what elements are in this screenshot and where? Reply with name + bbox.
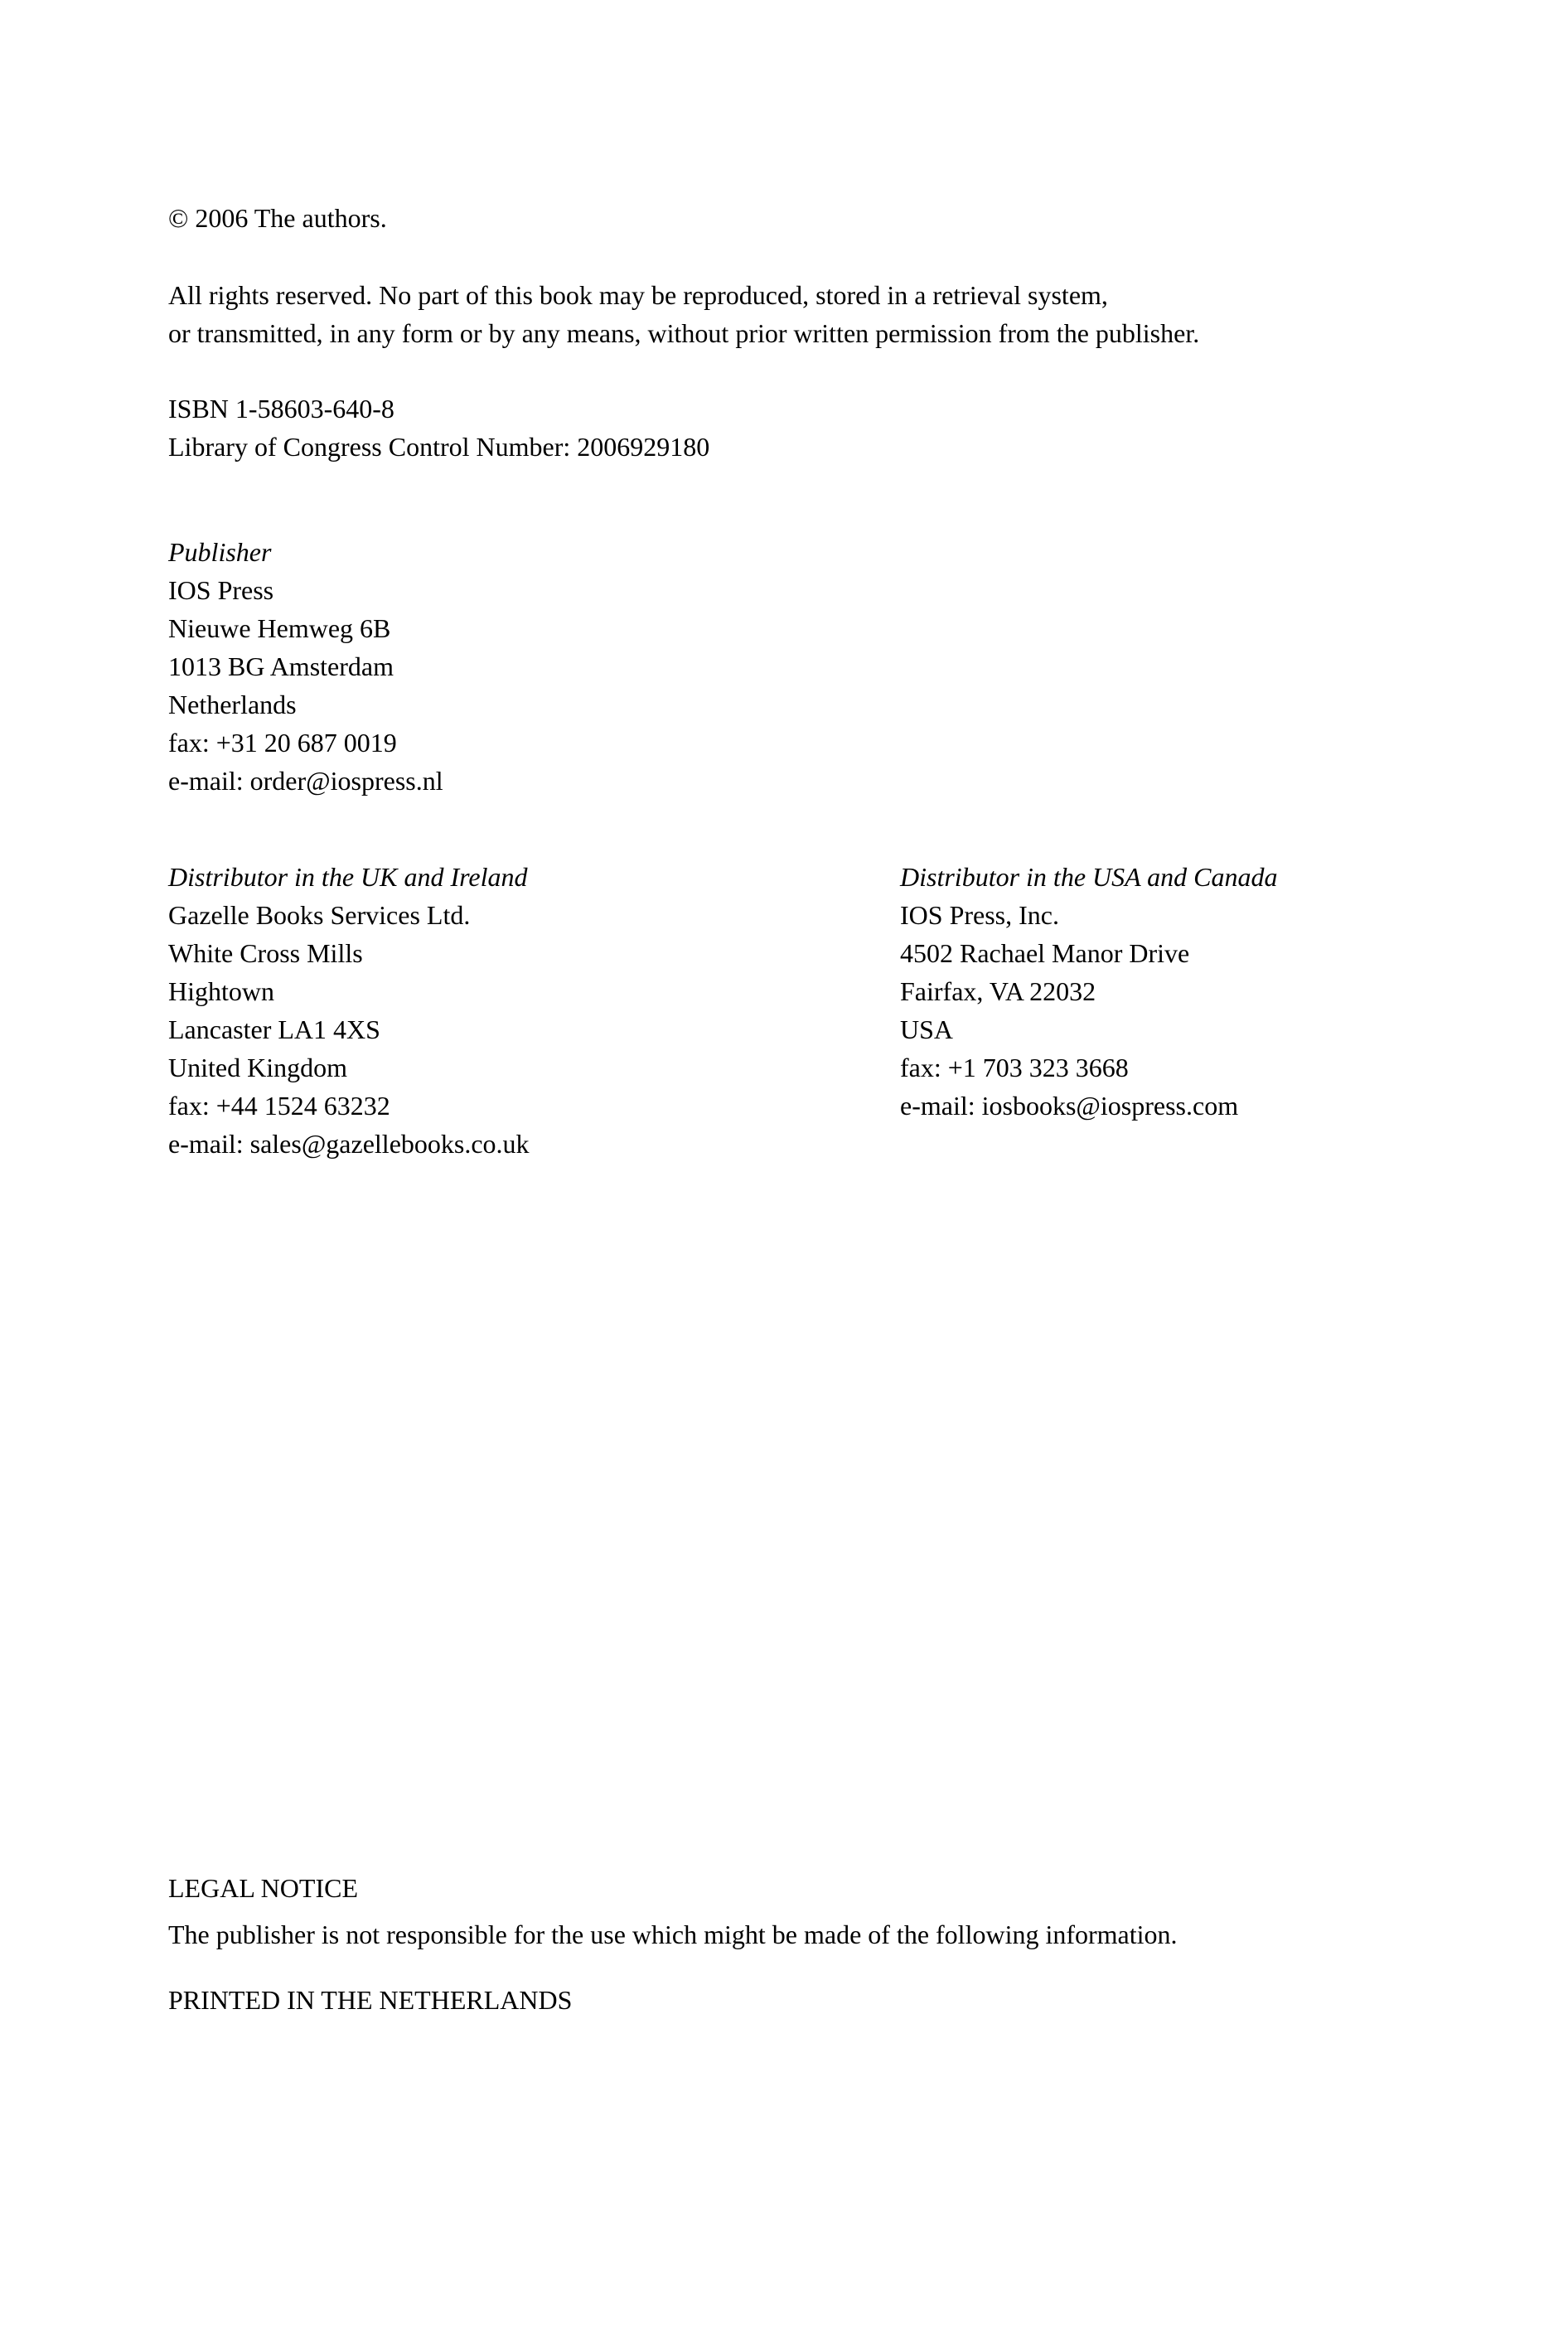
distributor-usa-line: 4502 Rachael Manor Drive [900, 938, 1190, 968]
publisher-address [168, 533, 443, 800]
distributor-uk-line: Gazelle Books Services Ltd. [168, 900, 471, 930]
publisher-fax: fax: +31 20 687 0019 [168, 728, 397, 758]
isbn-info [168, 390, 709, 466]
copyright-line: © 2006 The authors. [168, 203, 387, 233]
publisher-heading: Publisher [168, 537, 272, 567]
distributor-usa-line: USA [900, 1014, 954, 1044]
distributor-usa-address [900, 858, 1277, 1125]
distributor-usa-heading: Distributor in the USA and Canada [900, 862, 1278, 892]
distributor-uk-fax: fax: +44 1524 63232 [168, 1091, 390, 1121]
rights-statement [168, 276, 1199, 352]
distributor-usa-line: IOS Press, Inc. [900, 900, 1059, 930]
publisher-line: 1013 BG Amsterdam [168, 651, 394, 681]
distributor-usa-line: Fairfax, VA 22032 [900, 976, 1096, 1006]
distributor-usa-email: e-mail: iosbooks@iospress.com [900, 1091, 1239, 1121]
isbn-line: ISBN 1-58603-640-8 [168, 394, 394, 424]
distributor-uk-heading: Distributor in the UK and Ireland [168, 862, 528, 892]
printed-in-line: PRINTED IN THE NETHERLANDS [168, 1985, 573, 2015]
copyright-notice [168, 199, 387, 237]
publisher-email: e-mail: order@iospress.nl [168, 766, 443, 796]
distributor-usa-fax: fax: +1 703 323 3668 [900, 1053, 1129, 1082]
rights-line-1: All rights reserved. No part of this book may be reproduced, stored in a retrieval system, [168, 280, 1108, 310]
legal-notice-heading-block [168, 1869, 358, 1907]
distributor-uk-address [168, 858, 530, 1163]
distributor-uk-line: White Cross Mills [168, 938, 363, 968]
publisher-line: Netherlands [168, 690, 297, 719]
rights-line-2: or transmitted, in any form or by any means, without prior written permission from the publisher. [168, 318, 1200, 348]
printed-in-block [168, 1981, 572, 2019]
legal-notice-heading: LEGAL NOTICE [168, 1873, 358, 1903]
legal-notice-text: The publisher is not responsible for the use which might be made of the following information. [168, 1920, 1178, 1949]
legal-notice-text-block [168, 1915, 1178, 1953]
distributor-uk-line: United Kingdom [168, 1053, 347, 1082]
loc-control-number: Library of Congress Control Number: 2006929180 [168, 432, 710, 462]
distributor-uk-line: Hightown [168, 976, 274, 1006]
publisher-line: IOS Press [168, 575, 274, 605]
publisher-line: Nieuwe Hemweg 6B [168, 613, 391, 643]
distributor-uk-line: Lancaster LA1 4XS [168, 1014, 380, 1044]
distributor-uk-email: e-mail: sales@gazellebooks.co.uk [168, 1129, 530, 1159]
